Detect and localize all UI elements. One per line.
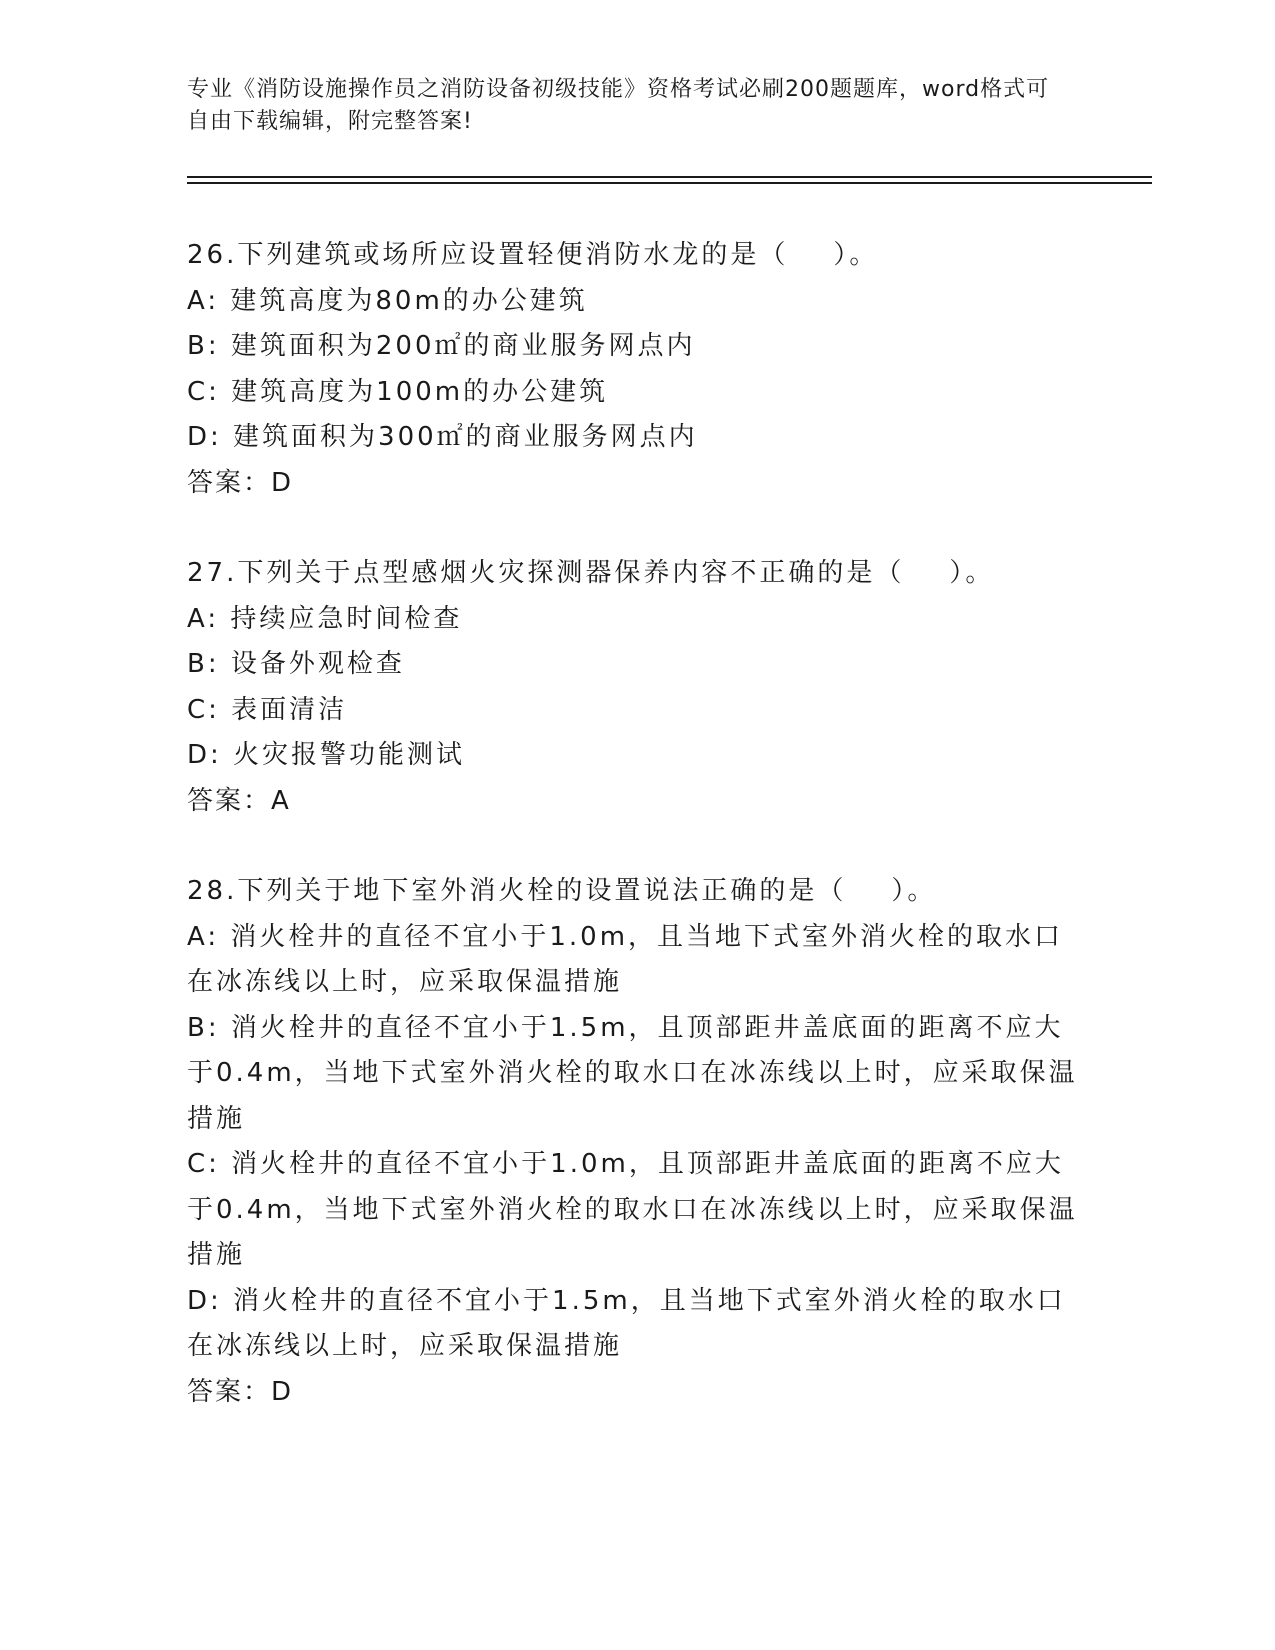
header-divider-top (187, 176, 1152, 178)
document-header: 专业《消防设施操作员之消防设备初级技能》资格考试必刷200题题库，word格式可自由下载编辑，附完整答案! (187, 77, 1050, 134)
option-b: B: 消火栓井的直径不宜小于1.5m，且顶部距井盖底面的距离不应大于0.4m，当地下式室外消火栓的取水口在冰冻线以上时，应采取保温措施 (187, 1012, 1078, 1134)
option-c: C: 建筑高度为100m的办公建筑 (187, 376, 609, 407)
option-a: A: 建筑高度为80m的办公建筑 (187, 285, 588, 316)
option-b: B: 设备外观检查 (187, 649, 405, 679)
option-a: A: 消火栓井的直径不宜小于1.0m，且当地下式室外消火栓的取水口在冰冻线以上时，应采取保温措施 (187, 921, 1064, 997)
answer: 答案：D (187, 467, 294, 498)
header-divider-bottom (187, 182, 1152, 184)
option-c: C: 表面清洁 (187, 694, 348, 725)
question-27 (187, 551, 1087, 824)
option-a: A: 持续应急时间检查 (187, 603, 463, 634)
option-d: D: 火灾报警功能测试 (187, 740, 466, 770)
question-26 (187, 233, 1087, 506)
question-stem: 28.下列关于地下室外消火栓的设置说法正确的是（ ）。 (187, 876, 937, 906)
option-d: D: 消火栓井的直径不宜小于1.5m，且当地下式室外消火栓的取水口在冰冻线以上时，应采取保温措施 (187, 1285, 1066, 1361)
question-stem: 26.下列建筑或场所应设置轻便消防水龙的是（ ）。 (187, 240, 879, 270)
question-28 (187, 869, 1087, 1415)
answer: 答案：D (187, 1376, 294, 1407)
answer: 答案：A (187, 785, 291, 816)
option-c: C: 消火栓井的直径不宜小于1.0m，且顶部距井盖底面的距离不应大于0.4m，当地下式室外消火栓的取水口在冰冻线以上时，应采取保温措施 (187, 1149, 1078, 1270)
question-stem: 27.下列关于点型感烟火灾探测器保养内容不正确的是（ ）。 (187, 558, 995, 588)
option-d: D: 建筑面积为300㎡的商业服务网点内 (187, 422, 698, 452)
option-b: B: 建筑面积为200㎡的商业服务网点内 (187, 331, 696, 361)
question-list (187, 233, 1087, 1460)
